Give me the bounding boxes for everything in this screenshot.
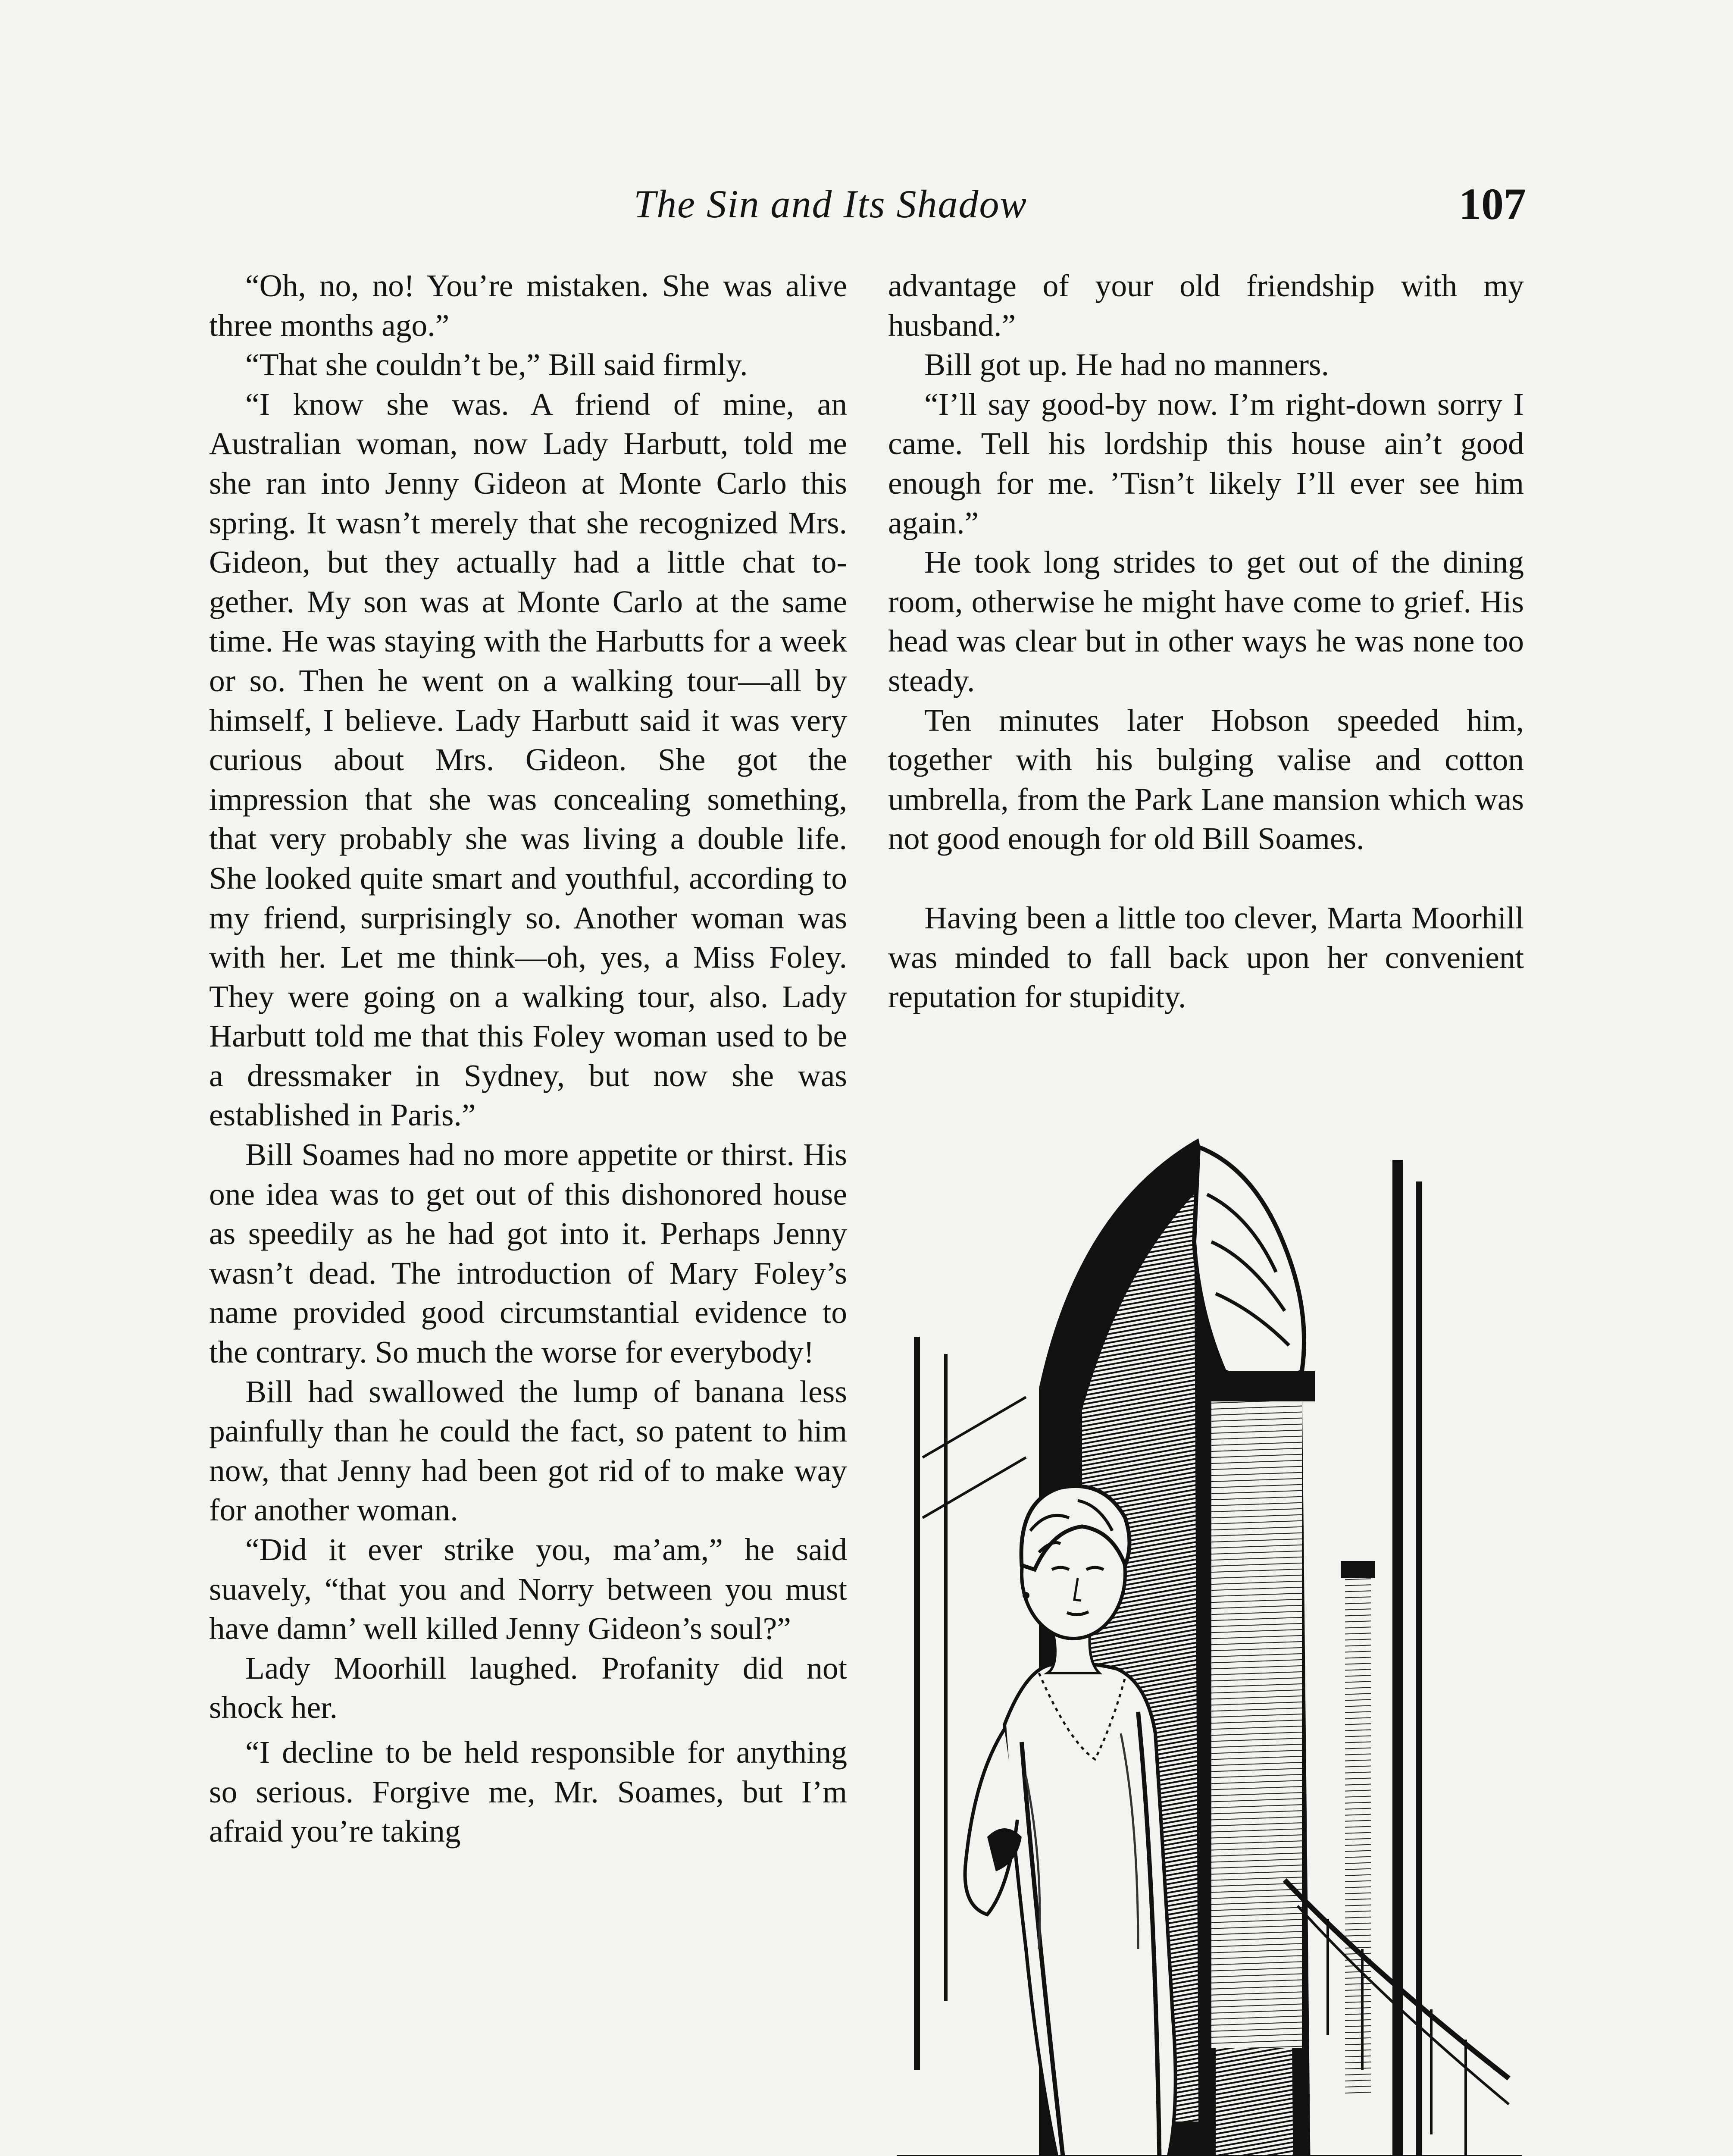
paragraph: Bill Soames had no more appetite or thirst. His one idea was to get out of this dishonored house as speedily as he had got into it. Perhaps Jenny wasn’t dead. The introduction of Mary Foley’s name provided good circumstantial evidence to the contrary. So much the worse for everybody! (209, 1137, 847, 1370)
paragraph: Bill got up. He had no manners. (924, 347, 1329, 382)
paragraph: Lady Moorhill laughed. Profanity did not shock her. (209, 1650, 847, 1725)
paragraph-continued: advantage of your old friendship with my husband.” (888, 268, 1524, 343)
paragraph: “Did it ever strike you, ma’am,” he said suavely, “that you and Norry between you must have damn’ well killed Jenny Gideon’s soul?” (209, 1532, 847, 1646)
right-text-column (888, 266, 1524, 1017)
paragraph: “Oh, no, no! You’re mistaken. She was alive three months ago.” (209, 268, 847, 343)
paragraph: Bill had swallowed the lump of banana less painfully than he could the fact, so patent to him now, that Jenny had been got rid of to make way for another woman. (209, 1374, 847, 1528)
illustration-drawing (897, 1130, 1522, 2156)
running-head (207, 181, 1526, 246)
left-text-column (209, 266, 847, 1851)
paragraph: Ten minutes later Hobson speeded him, together with his bulging valise and cotton umbrella, from the Park Lane mansion which was not good enough for old Bill Soames. (888, 702, 1524, 856)
paragraph: “I’ll say good-by now. I’m right-down sorry I came. Tell his lordship this house ain’t good enough for me. ’Tisn’t likely I’ll ever see him again.” (888, 386, 1524, 540)
paragraph: “That she couldn’t be,” Bill said firmly. (245, 347, 748, 382)
paragraph: “I know she was. A friend of mine, an Australian woman, now Lady Harbutt, told me she ran into Jenny Gideon at Monte Carlo this spring. It wasn’t merely that she recognized Mrs. Gideon, but they actually had a little chat together. My son was at Monte Carlo at the same time. He was staying with the Harbutts for a week or so. Then he went on a walking tour—all by himself, I believe. Lady Harbutt said it was very curious about Mrs. Gideon. She got the impression that she was concealing something, that very probably she was living a double life. She looked quite smart and youthful, according to my friend, surprisingly so. Another woman was with her. Let me think—oh, yes, a Miss Foley. They were going on a walking tour, also. Lady Harbutt told me that this Foley woman used to be a dressmaker in Sydney, but now she was established in Paris.” (209, 386, 847, 1133)
paragraph: Having been a little too clever, Marta Moorhill was minded to fall back upon her convenient reputation for stupidity. (888, 900, 1524, 1015)
illustration (897, 1130, 1522, 2156)
paragraph: He took long strides to get out of the dining room, otherwise he might have come to grief. His head was clear but in other ways he was none too steady. (888, 545, 1524, 698)
running-title: The Sin and Its Shadow (634, 182, 1027, 226)
paragraph: “I decline to be held responsible for anything so serious. Forgive me, Mr. Soames, but I’m afraid you’re taking (209, 1734, 847, 1849)
page-number: 107 (1459, 179, 1526, 229)
